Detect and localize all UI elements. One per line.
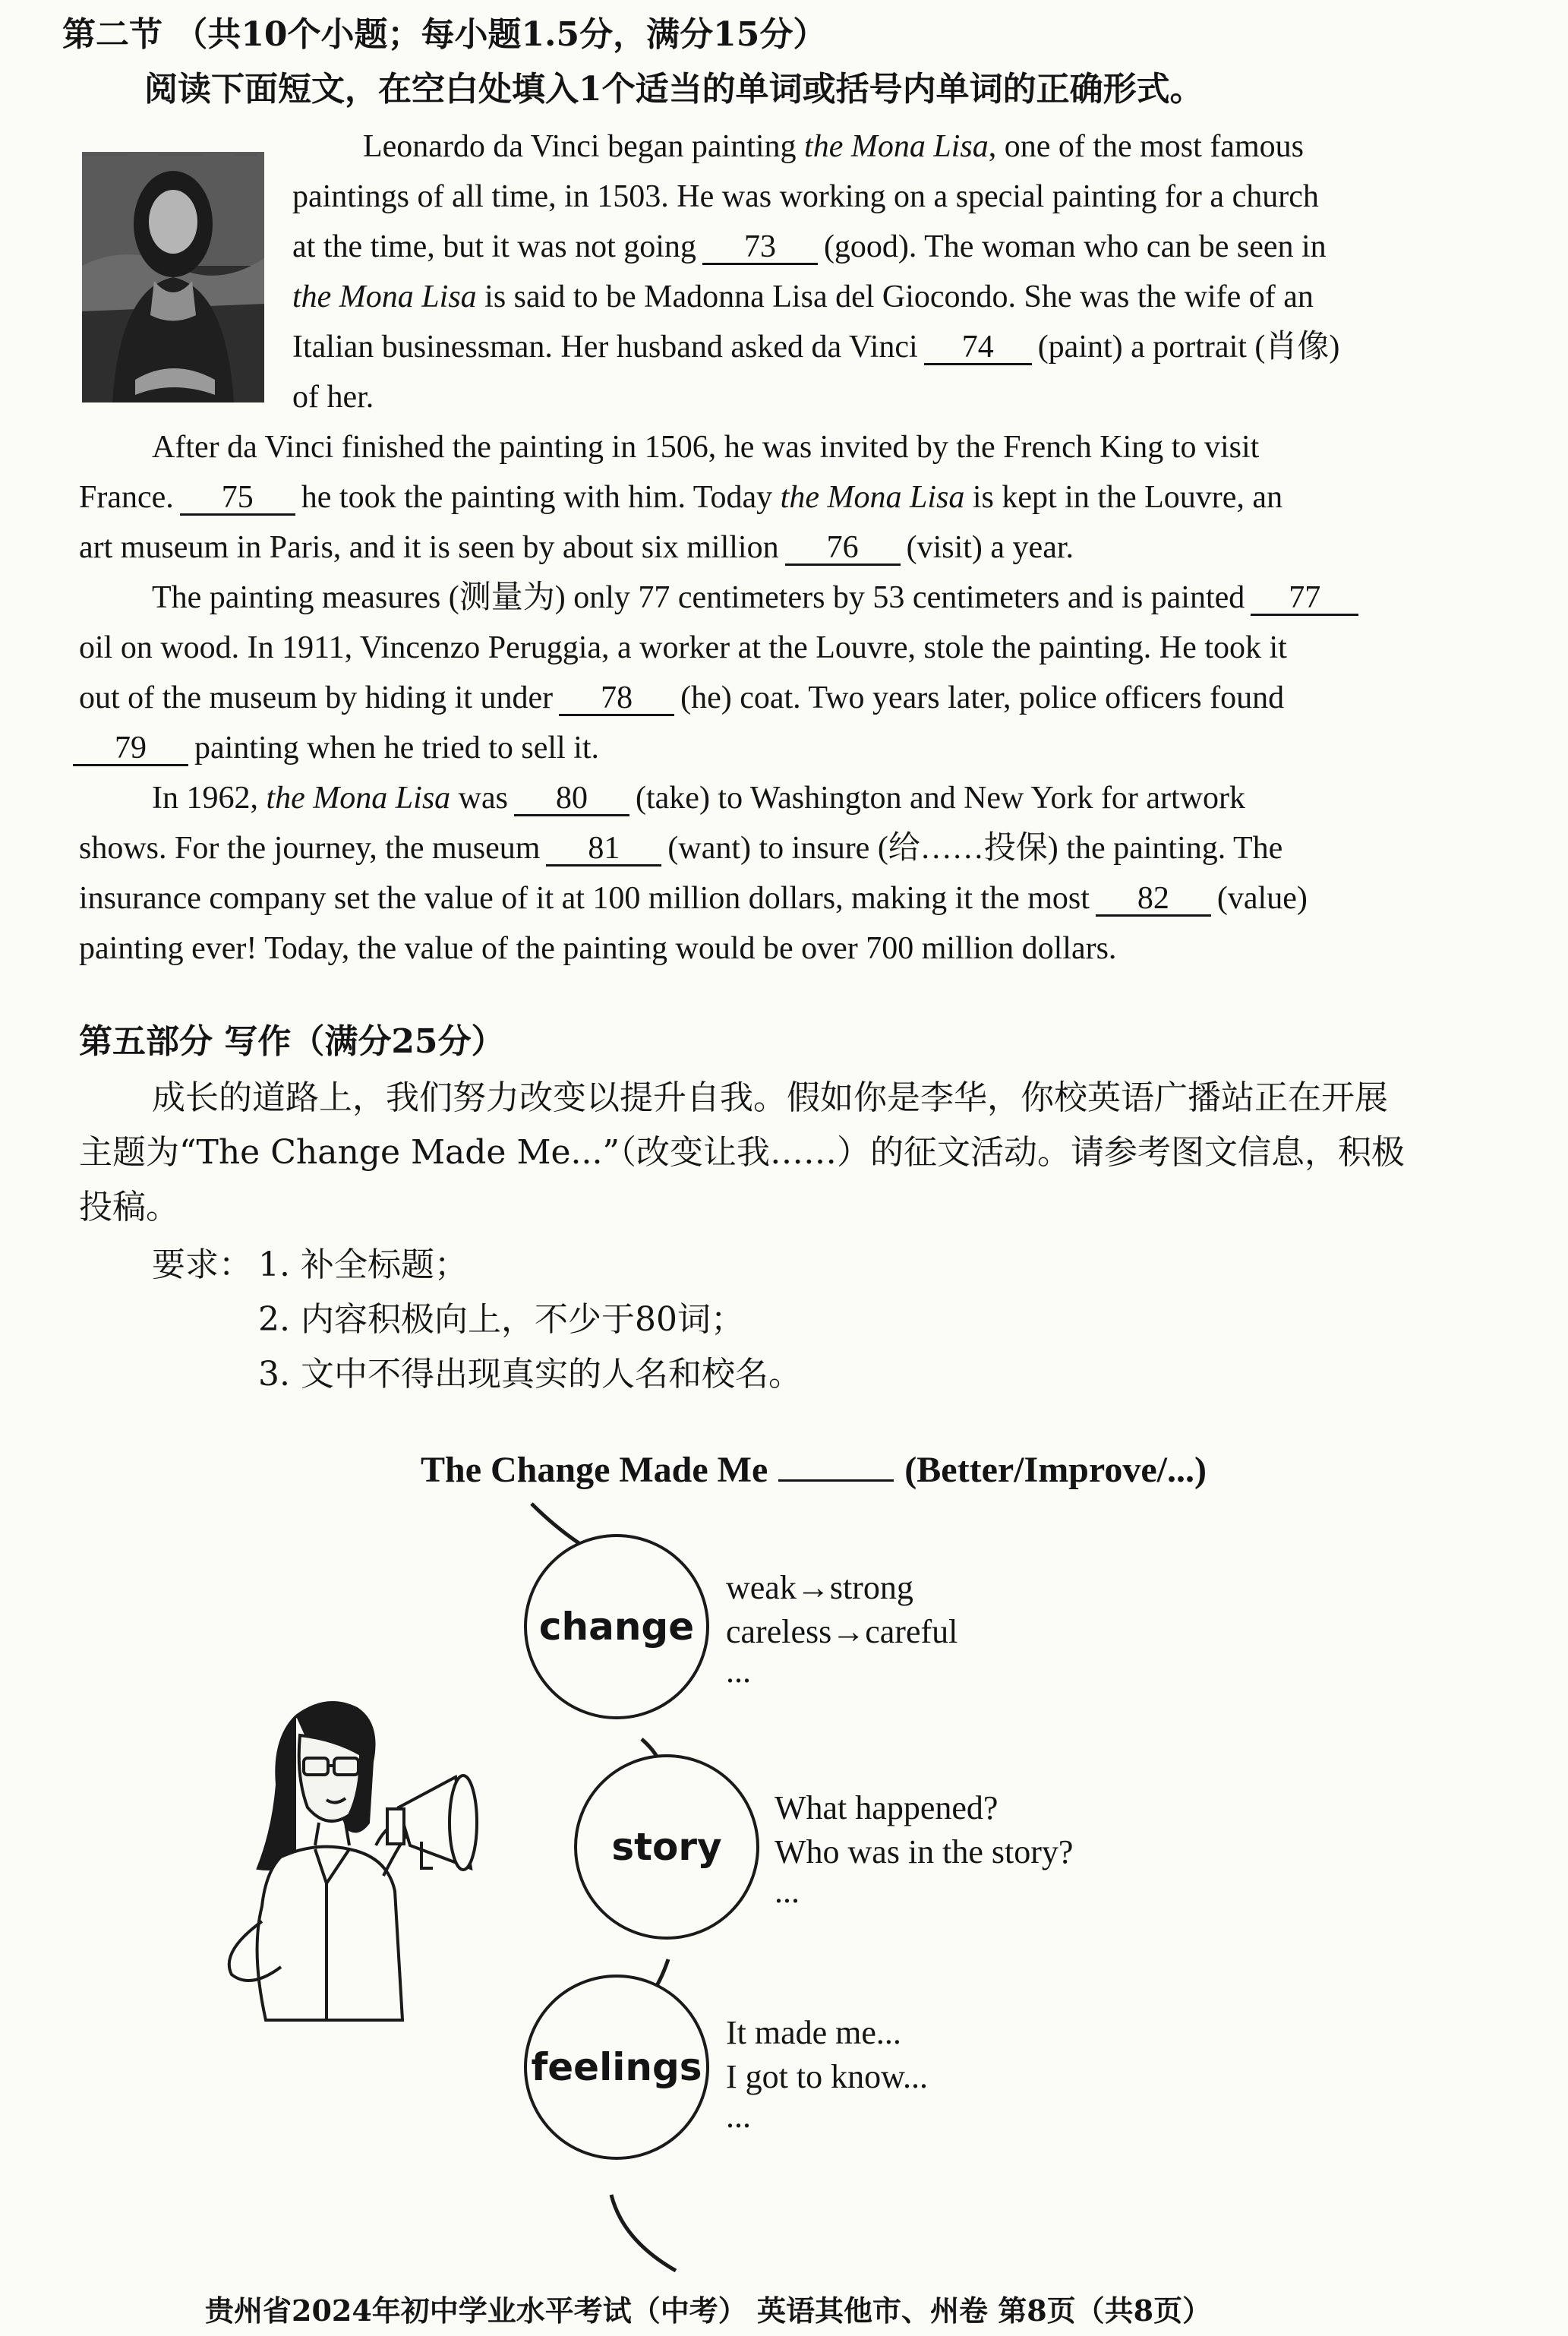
passage-p3-line3: out of the museum by hiding it under 78 (he) coat. Two years later, police officers found bbox=[79, 680, 1285, 715]
passage-p1-line3: at the time, but it was not going 73 (good). The woman who can be seen in bbox=[292, 229, 1327, 264]
girl-megaphone-illustration bbox=[205, 1694, 509, 2028]
passage-p1-line2: paintings of all time, in 1503. He was working on a special painting for a church bbox=[292, 179, 1319, 214]
passage-p1-line1: Leonardo da Vinci began painting the Mona Lisa, one of the most famous bbox=[363, 129, 1304, 164]
part5-heading: 第五部分 写作（满分25分） bbox=[79, 1022, 505, 1061]
requirement-1: 1. 补全标题； bbox=[258, 1245, 468, 1284]
blank-78[interactable]: 78 bbox=[559, 682, 674, 716]
passage-p3-line2: oil on wood. In 1911, Vincenzo Peruggia, a worker at the Louvre, stole the painting. He took it bbox=[79, 630, 1287, 665]
blank-79[interactable]: 79 bbox=[73, 732, 188, 766]
story-note-2: Who was in the story? bbox=[775, 1833, 1074, 1870]
change-note-1: weak→strong bbox=[726, 1569, 913, 1606]
story-note-3: ... bbox=[775, 1873, 800, 1910]
diagram-title: The Change Made Me (Better/Improve/...) bbox=[421, 1450, 1207, 1490]
change-note-2: careless→careful bbox=[726, 1613, 958, 1650]
section-instruction: 阅读下面短文，在空白处填入1个适当的单词或括号内单词的正确形式。 bbox=[144, 70, 1204, 109]
passage-p4-line2: shows. For the journey, the museum 81 (want) to insure (给……投保) the painting. The bbox=[79, 831, 1283, 866]
part5-prompt-line1: 成长的道路上，我们努力改变以提升自我。假如你是李华，你校英语广播站正在开展 bbox=[152, 1078, 1388, 1117]
mona-lisa-picture bbox=[82, 152, 264, 402]
feelings-note-1: It made me... bbox=[726, 2014, 901, 2051]
passage-p1-line4: the Mona Lisa is said to be Madonna Lisa del Giocondo. She was the wife of an bbox=[292, 279, 1314, 314]
part5-prompt-line3: 投稿。 bbox=[79, 1188, 179, 1226]
passage-p2-line2: France. 75 he took the painting with him. Today the Mona Lisa is kept in the Louvre, an bbox=[79, 480, 1283, 515]
section-heading: 第二节 （共10个小题；每小题1.5分，满分15分） bbox=[62, 15, 827, 54]
requirement-2: 2. 内容积极向上，不少于80词； bbox=[258, 1300, 744, 1339]
story-note-1: What happened? bbox=[775, 1789, 999, 1826]
blank-73[interactable]: 73 bbox=[702, 231, 818, 265]
passage-p3-line4: 79 painting when he tried to sell it. bbox=[73, 732, 599, 766]
blank-76[interactable]: 76 bbox=[785, 532, 901, 566]
blank-77[interactable]: 77 bbox=[1251, 582, 1358, 616]
blank-82[interactable]: 82 bbox=[1096, 882, 1211, 917]
feelings-note-3: ... bbox=[726, 2098, 751, 2135]
passage-p4-line4: painting ever! Today, the value of the painting would be over 700 million dollars. bbox=[79, 931, 1117, 966]
change-note-3: ... bbox=[726, 1653, 751, 1690]
page-footer: 贵州省2024年初中学业水平考试（中考） 英语其他市、州卷 第8页（共8页） bbox=[205, 2293, 1212, 2328]
requirements-label: 要求： bbox=[152, 1245, 252, 1284]
passage-p2-line3: art museum in Paris, and it is seen by about six million 76 (visit) a year. bbox=[79, 530, 1074, 565]
blank-81[interactable]: 81 bbox=[546, 832, 661, 867]
part5-prompt-line2: 主题为“The Change Made Me...”（改变让我……）的征文活动。请参考图文信息，积极 bbox=[79, 1133, 1405, 1172]
node-change: change bbox=[524, 1534, 709, 1719]
passage-p2-line1: After da Vinci finished the painting in 1506, he was invited by the French King to visit bbox=[152, 430, 1260, 465]
passage-p1-line6: of her. bbox=[292, 380, 374, 415]
node-feelings: feelings bbox=[524, 1975, 709, 2160]
passage-p4-line1: In 1962, the Mona Lisa was 80 (take) to Washington and New York for artwork bbox=[152, 781, 1246, 816]
requirement-3: 3. 文中不得出现真实的人名和校名。 bbox=[258, 1355, 802, 1394]
passage-p1-line5: Italian businessman. Her husband asked da Vinci 74 (paint) a portrait (肖像) bbox=[292, 330, 1340, 365]
feelings-note-2: I got to know... bbox=[726, 2058, 929, 2095]
blank-74[interactable]: 74 bbox=[924, 331, 1032, 365]
node-story: story bbox=[574, 1754, 759, 1940]
passage-p4-line3: insurance company set the value of it at 100 million dollars, making it the most 82 (value) bbox=[79, 881, 1308, 916]
passage-p3-line1: The painting measures (测量为) only 77 centimeters by 53 centimeters and is painted 77 bbox=[152, 582, 1365, 616]
title-blank[interactable] bbox=[778, 1479, 894, 1482]
blank-80[interactable]: 80 bbox=[514, 782, 629, 816]
blank-75[interactable]: 75 bbox=[180, 481, 295, 516]
